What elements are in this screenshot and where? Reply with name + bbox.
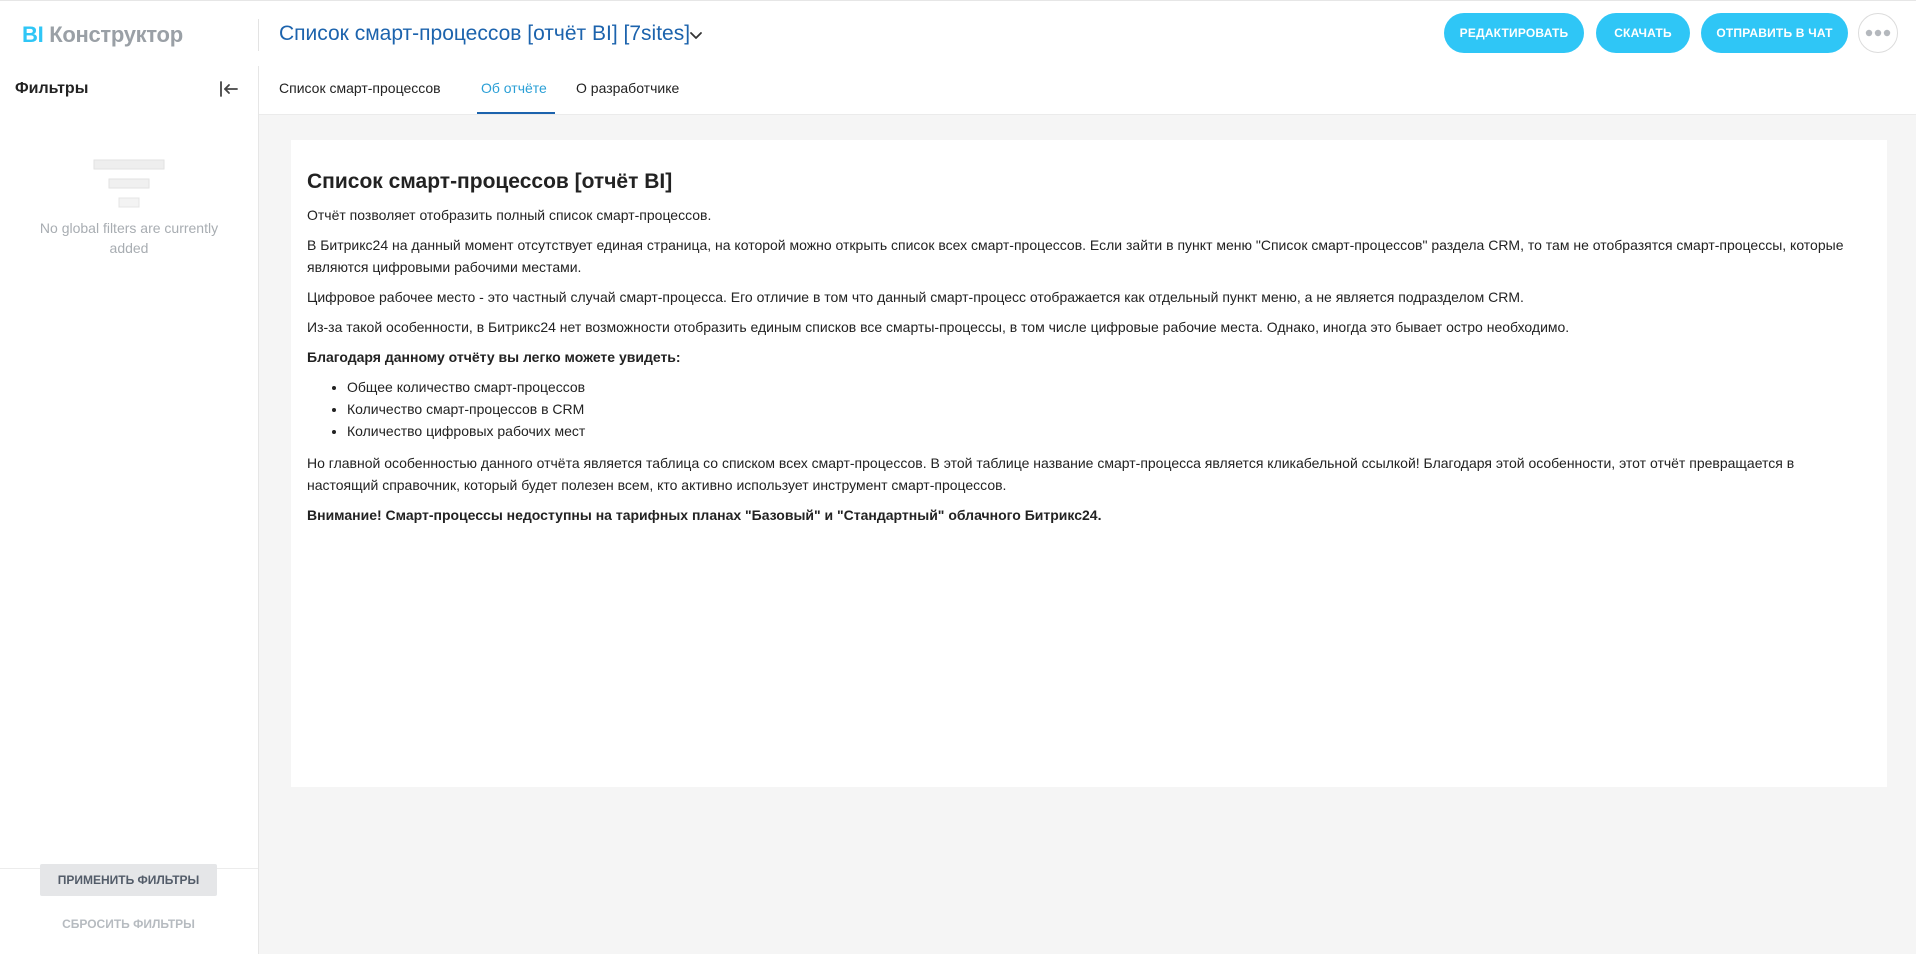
more-button[interactable] (1858, 13, 1898, 53)
features-list (347, 376, 1867, 442)
logo-name: Конструктор (49, 22, 183, 47)
chevron-down-icon[interactable] (687, 26, 705, 44)
app-logo[interactable] (22, 22, 183, 48)
download-button[interactable]: СКАЧАТЬ (1596, 13, 1690, 53)
filters-sidebar (0, 66, 259, 954)
empty-filters-illustration (92, 158, 166, 212)
tab-about-report[interactable]: Об отчёте (481, 80, 547, 96)
content-paragraph: Цифровое рабочее место - это частный случай смарт-процесса. Его отличие в том что данный смарт-процесс отображается как отдельный пункт меню, а не является подразделом CRM. (307, 289, 1524, 305)
tab-smart-process-list[interactable]: Список смарт-процессов (279, 80, 441, 96)
header-divider (258, 19, 259, 51)
tab-about-developer[interactable]: О разработчике (576, 80, 680, 96)
list-item: • Количество смарт-процессов в CRM (347, 398, 1867, 420)
active-tab-indicator (477, 112, 555, 114)
content-paragraph-bold: Благодаря данному отчёту вы легко можете увидеть: (307, 349, 681, 365)
content-paragraph: В Битрикс24 на данный момент отсутствует единая страница, на которой можно открыть список всех смарт-процессов. Если зайти в пункт меню "Список смарт-процессов" раздела CRM, то там не отобразятся смарт-процессы, которые являются цифровыми рабочими местами. (307, 237, 1844, 275)
send-to-chat-button[interactable]: ОТПРАВИТЬ В ЧАТ (1701, 13, 1848, 53)
content-paragraph: Но главной особенностью данного отчёта является таблица со списком всех смарт-процессов. В этой таблице название смарт-процесса является кликабельной ссылкой! Благодаря этой особенности, этот отчёт превращается в настоящий справочник, который будет полезен всем, кто активно использует инструмент смарт-процессов. (307, 455, 1795, 493)
filters-title: Фильтры (15, 80, 89, 97)
report-title[interactable]: Список смарт-процессов [отчёт BI] [7sites] (279, 22, 691, 45)
content-heading: Список смарт-процессов [отчёт BI] (307, 170, 673, 193)
report-description (307, 170, 1867, 534)
content-paragraph: Отчёт позволяет отобразить полный список смарт-процессов. (307, 207, 712, 223)
tabs-bar (259, 66, 1916, 115)
empty-filters-text: No global filters are currently added (39, 220, 219, 256)
ellipsis-icon (1865, 29, 1891, 37)
report-description-card (291, 140, 1887, 787)
reset-filters-button[interactable]: СБРОСИТЬ ФИЛЬТРЫ (40, 909, 217, 939)
top-bar (0, 0, 1916, 66)
edit-button[interactable]: РЕДАКТИРОВАТЬ (1444, 13, 1584, 53)
list-item: • Количество цифровых рабочих мест (347, 420, 1867, 442)
apply-filters-button[interactable]: ПРИМЕНИТЬ ФИЛЬТРЫ (40, 864, 217, 896)
logo-bi: BI (22, 22, 44, 47)
content-paragraph: Из-за такой особенности, в Битрикс24 нет возможности отобразить единым списков все смарты-процессы, в том числе цифровые рабочие места. Однако, иногда это бывает остро необходимо. (307, 319, 1570, 335)
warning-paragraph: Внимание! Смарт-процессы недоступны на тарифных планах "Базовый" и "Стандартный" облачного Битрикс24. (307, 507, 1102, 523)
collapse-sidebar-icon[interactable] (218, 78, 240, 100)
list-item: • Общее количество смарт-процессов (347, 376, 1867, 398)
